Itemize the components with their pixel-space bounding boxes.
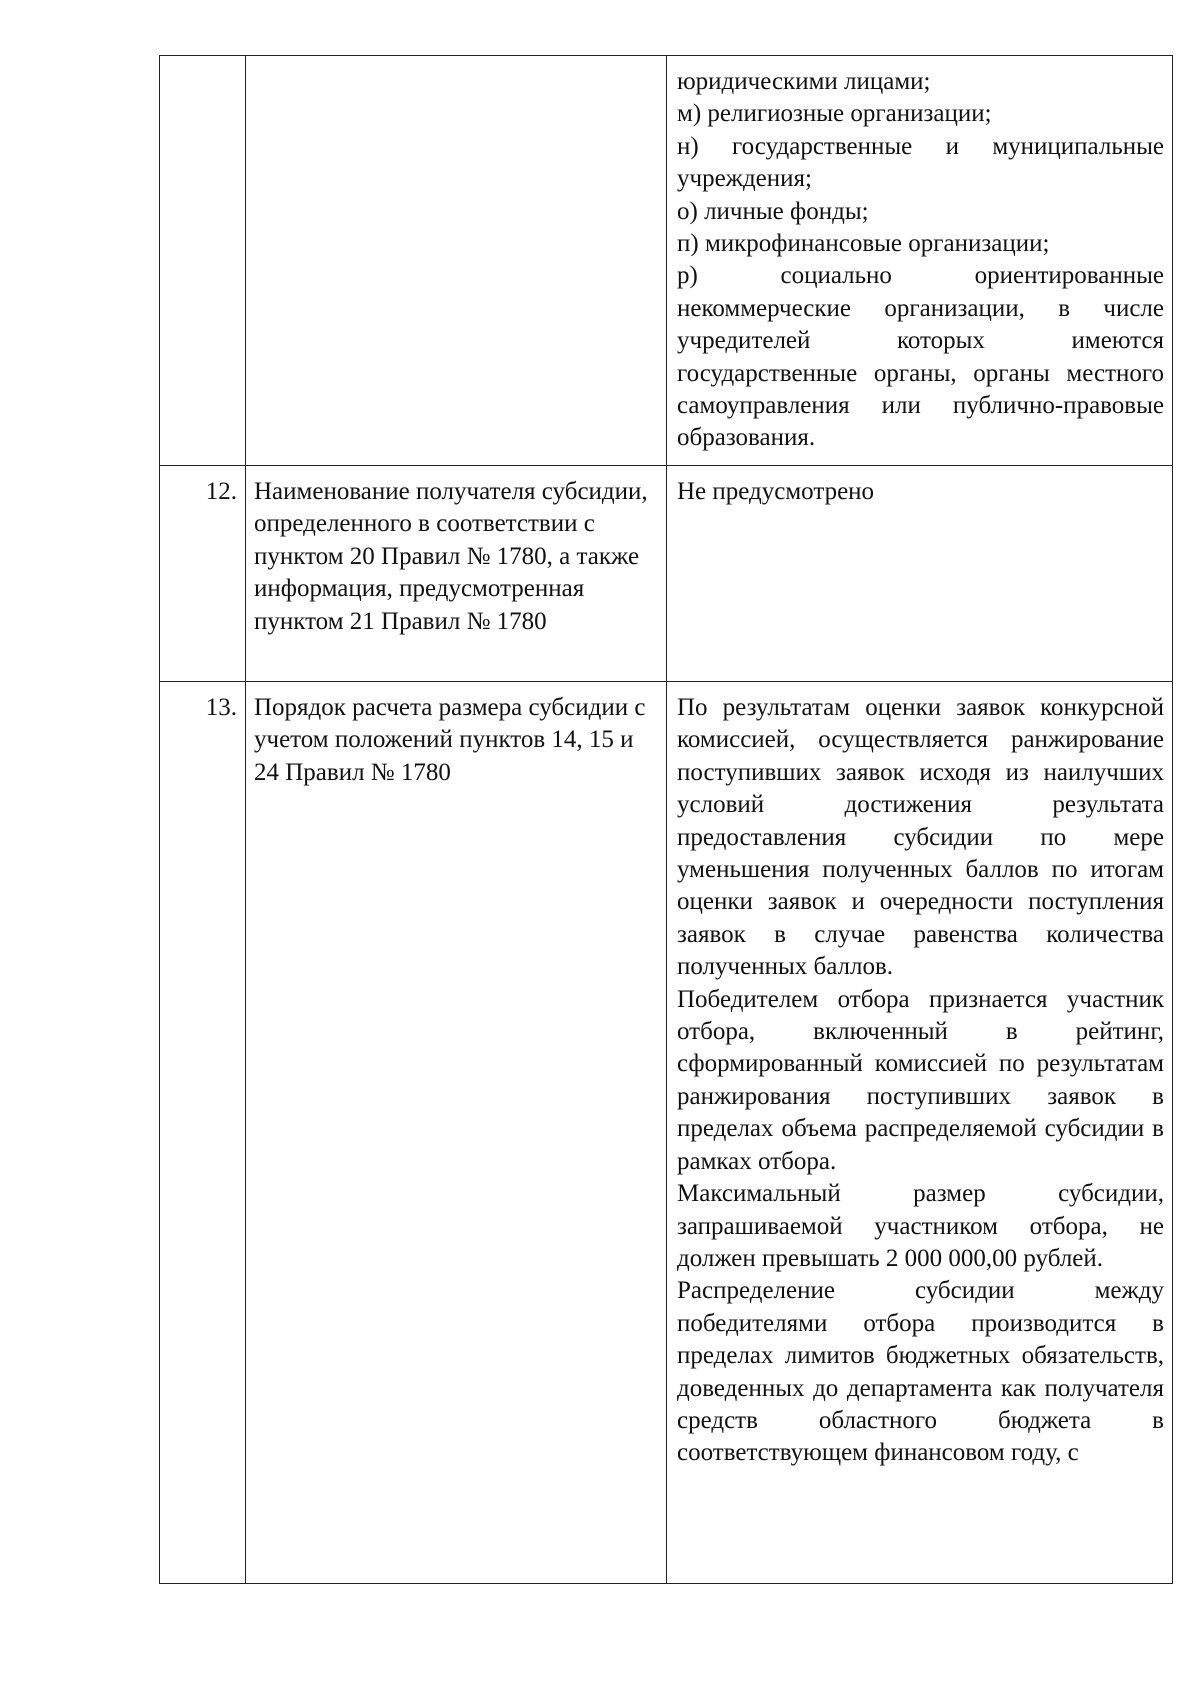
row-content-cell [667, 682, 1173, 1584]
content-paragraph: п) микрофинансовые организации; [677, 230, 1050, 258]
row-number-cell: 13. [160, 682, 246, 1584]
content-paragraph: о) личные фонды; [677, 197, 869, 225]
requirements-table [159, 55, 1173, 1584]
content-paragraph: Победителем отбора признается участник отбора, включенный в рейтинг, сформированный комиссией по результатам ранжирования поступивших заявок в пределах объема распределяемой субсидии в рамках отбора. [677, 985, 1164, 1175]
table-row [160, 466, 1173, 682]
row-content-cell [667, 56, 1173, 466]
row-name-cell [246, 56, 667, 466]
content-paragraph: м) религиозные организации; [677, 100, 992, 128]
content-paragraph: Максимальный размер субсидии, запрашиваемой участником отбора, не должен превышать 2 000 000,00 рублей. [677, 1180, 1164, 1272]
row-content-cell [667, 466, 1173, 682]
content-paragraph: юридическими лицами; [677, 68, 931, 95]
content-paragraph: По результатам оценки заявок конкурсной комиссией, осуществляется ранжирование поступивших заявок исходя из наилучших условий достижения результата предоставления субсидии по мере уменьшения полученных баллов по итогам оценки заявок и очередности поступления заявок в случае равенства количества полученных баллов. [677, 694, 1164, 981]
content-paragraph: Не предусмотрено [677, 478, 875, 505]
table-row [160, 56, 1173, 466]
row-name-cell: Наименование получателя субсидии, определенного в соответствии с пунктом 20 Правил № 1780, а также информация, предусмотренная пунктом 21 Правил № 1780 [246, 466, 667, 682]
row-number-cell [160, 56, 246, 466]
row-name-cell: Порядок расчета размера субсидии с учетом положений пунктов 14, 15 и 24 Правил № 1780 [246, 682, 667, 1584]
content-paragraph: р) социально ориентированные некоммерческие организации, в числе учредителей которых имеются государственные органы, органы местного самоуправления или публично-правовые образования. [677, 262, 1164, 452]
row-number-cell: 12. [160, 466, 246, 682]
content-paragraph: Распределение субсидии между победителями отбора производится в пределах лимитов бюджетных обязательств, доведенных до департамента как получателя средств областного бюджета в соответствующем финансовом году, с [677, 1277, 1164, 1467]
content-paragraph: н) государственные и муниципальные учреждения; [677, 132, 1164, 193]
table-row [160, 682, 1173, 1584]
